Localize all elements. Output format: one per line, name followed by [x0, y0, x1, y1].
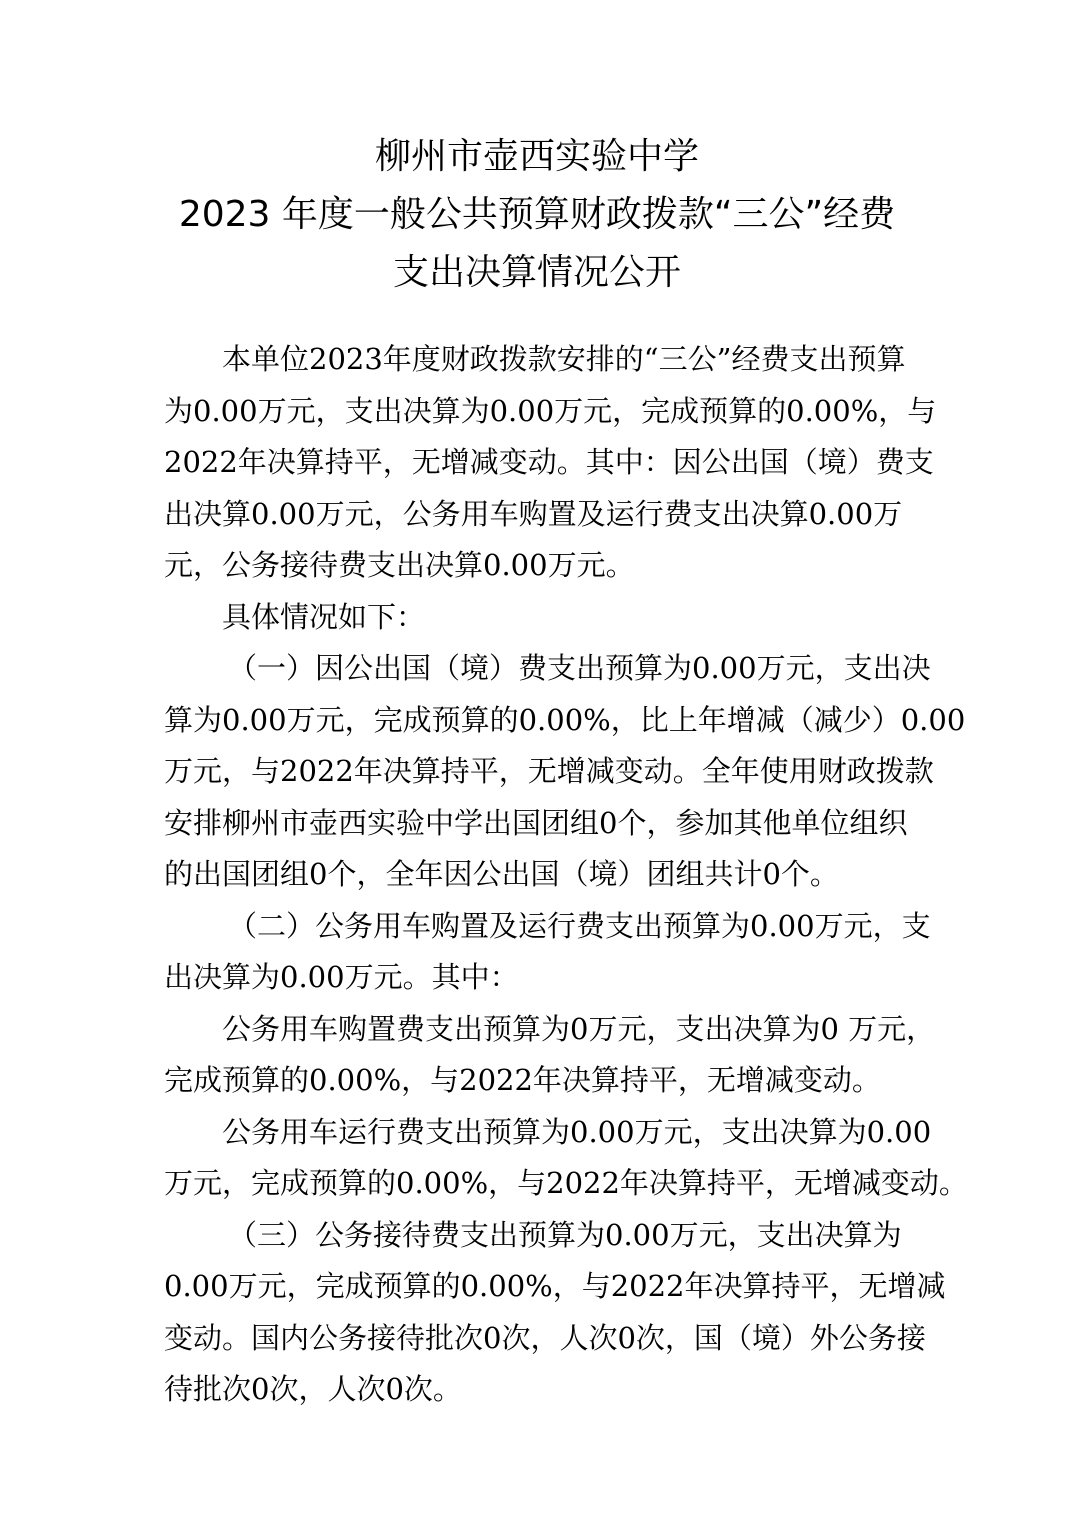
paragraph-overseas-travel	[164, 643, 966, 901]
text-line: 安排柳州市壶西实验中学出国团组0个，参加其他单位组织	[164, 805, 908, 840]
text-line: （三）公务接待费支出预算为0.00万元，支出决算为	[228, 1217, 902, 1252]
text-line: 本单位2023年度财政拨款安排的“三公”经费支出预算	[222, 342, 906, 376]
paragraph-details-intro	[164, 592, 924, 644]
text-line: 2022年决算持平，无增减变动。其中：因公出国（境）费支	[164, 445, 934, 479]
text-line: （一）因公出国（境）费支出预算为0.00万元，支出决	[228, 651, 931, 685]
text-line: 公务用车购置费支出预算为0万元，支出决算为0 万元，	[222, 1011, 936, 1046]
text-line: 待批次0次，人次0次。	[164, 1372, 462, 1406]
text-line: 0.00万元，完成预算的0.00%，与2022年决算持平，无增减	[164, 1269, 946, 1303]
text-line: 元，公务接待费支出决算0.00万元。	[164, 548, 635, 582]
paragraph-vehicle-purchase	[164, 1004, 936, 1107]
text-line: （二）公务用车购置及运行费支出预算为0.00万元，支	[228, 908, 931, 943]
document-title	[0, 128, 1074, 302]
text-line: 万元，与2022年决算持平，无增减变动。全年使用财政拨款	[164, 754, 934, 788]
document-body	[164, 334, 968, 1416]
text-line: 为0.00万元，支出决算为0.00万元，完成预算的0.00%，与	[164, 393, 937, 428]
title-line-report: 2023 年度一般公共预算财政拨款“三公”经费	[178, 194, 896, 235]
title-line-subject: 支出决算情况公开	[392, 252, 681, 293]
text-line: 出决算0.00万元，公务用车购置及运行费支出决算0.00万	[164, 496, 903, 531]
paragraph-summary	[164, 334, 937, 592]
text-line: 万元，完成预算的0.00%，与2022年决算持平，无增减变动。	[164, 1166, 968, 1200]
paragraph-vehicles	[164, 901, 931, 1004]
text-line: 公务用车运行费支出预算为0.00万元，支出决算为0.00	[222, 1114, 932, 1149]
paragraph-reception	[164, 1210, 946, 1416]
text-line: 的出国团组0个，全年因公出国（境）团组共计0个。	[164, 857, 839, 891]
text-line: 算为0.00万元，完成预算的0.00%，比上年增减（减少）0.00	[164, 702, 966, 737]
paragraph-vehicle-operation	[164, 1107, 968, 1210]
text-line: 变动。国内公务接待批次0次，人次0次，国（境）外公务接	[164, 1320, 926, 1355]
title-line-school: 柳州市壶西实验中学	[374, 136, 699, 177]
text-line: 出决算为0.00万元。其中：	[164, 960, 519, 994]
text-line: 完成预算的0.00%，与2022年决算持平，无增减变动。	[164, 1063, 881, 1097]
text-line: 具体情况如下：	[222, 599, 426, 634]
